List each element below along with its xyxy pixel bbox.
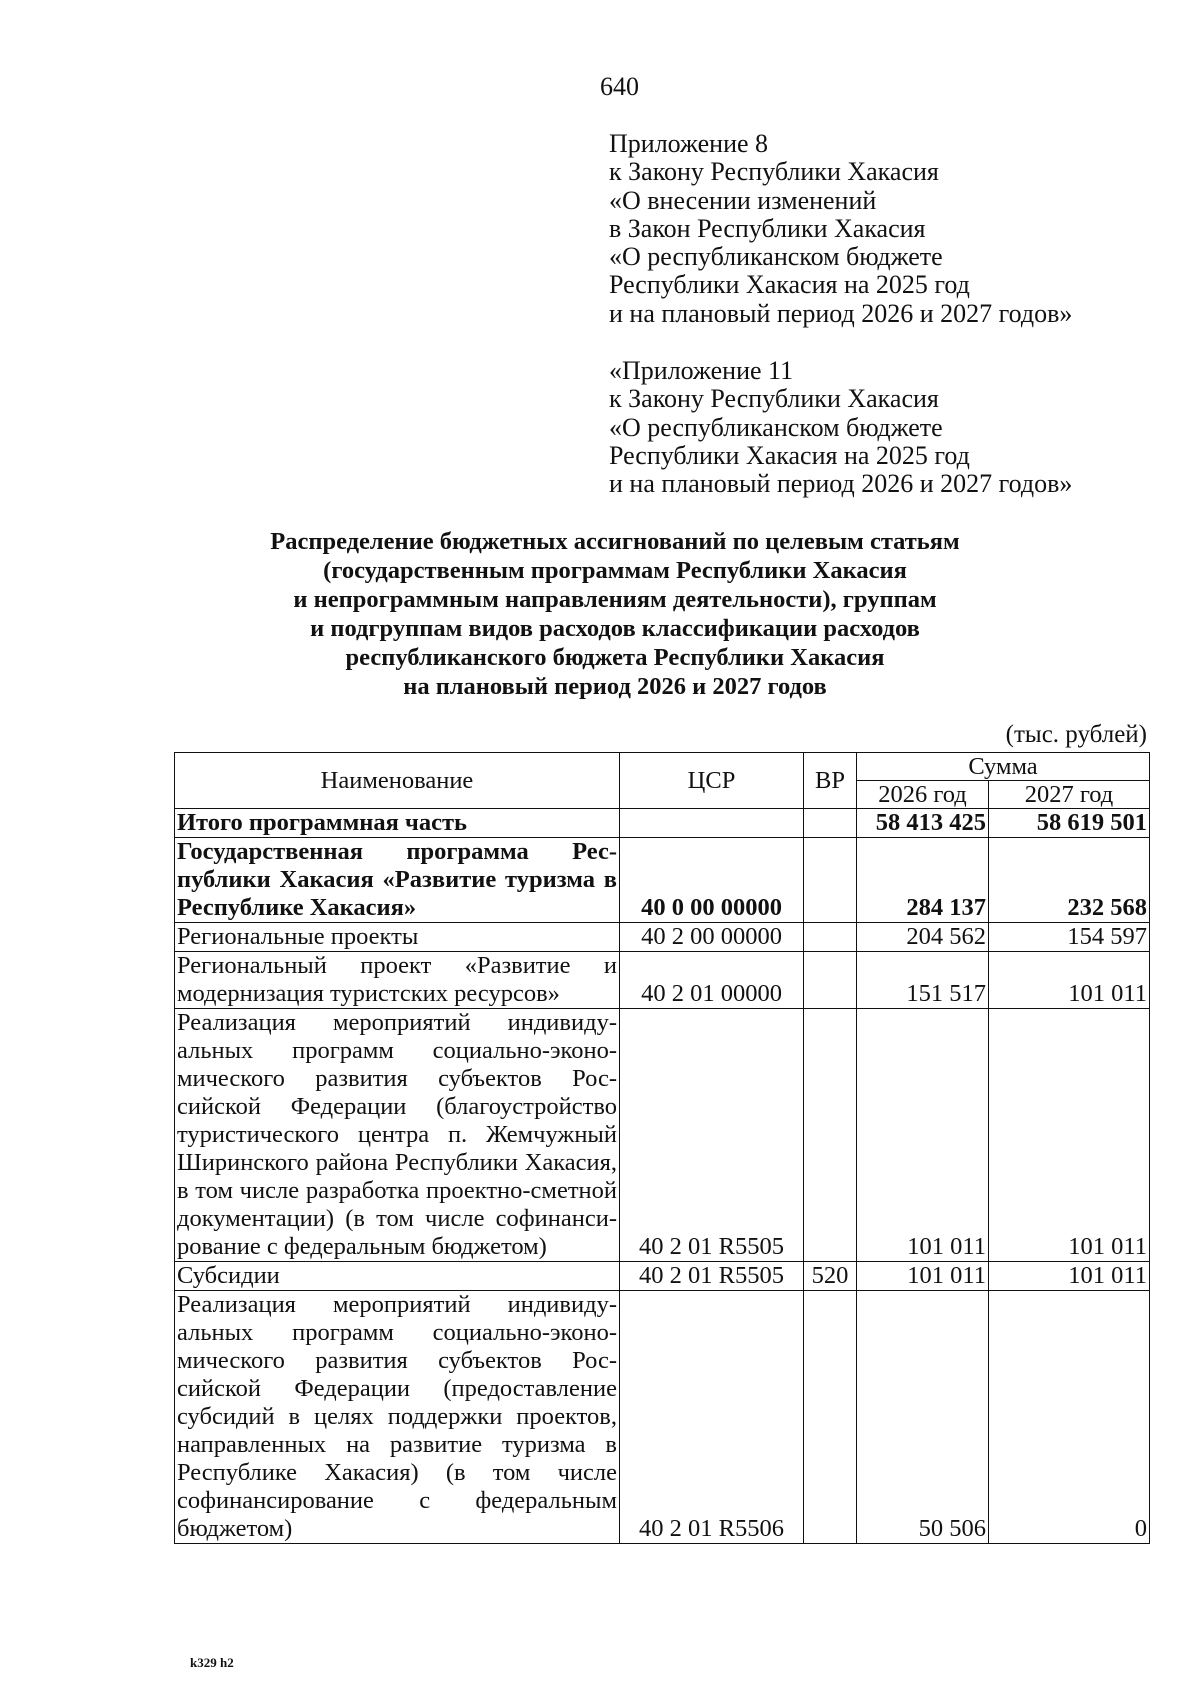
cell-2026: 101 011: [857, 1262, 989, 1291]
header-2026: 2026 год: [857, 781, 989, 809]
appendix-8-header: [609, 130, 1169, 328]
cell-2026: 50 506: [857, 1291, 989, 1544]
table-row: [175, 838, 1150, 923]
appendix-line: «О республиканском бюджете: [609, 242, 943, 272]
appendix-line: Республики Хакасия на 2025 год: [609, 440, 970, 470]
header-csr: ЦСР: [620, 753, 804, 809]
cell-2027: 101 011: [989, 1262, 1150, 1291]
cell-csr: [620, 809, 804, 838]
cell-name: Региональные проекты: [175, 923, 620, 952]
table-row: [175, 1262, 1150, 1291]
document-title: [180, 527, 1050, 701]
budget-table-body: [175, 809, 1150, 1544]
budget-table: [174, 752, 1150, 1544]
units-label: (тыс. рублей): [1005, 721, 1147, 748]
cell-vr: [804, 809, 857, 838]
title-line: на плановый период 2026 и 2027 годов: [403, 673, 827, 700]
table-row: [175, 1009, 1150, 1262]
table-row: [175, 1291, 1150, 1544]
header-vr: ВР: [804, 753, 857, 809]
cell-csr: 40 0 00 00000: [620, 838, 804, 923]
title-line: и непрограммным направлениям деятельности), группам: [293, 586, 937, 613]
cell-2027: 101 011: [989, 952, 1150, 1009]
cell-vr: [804, 838, 857, 923]
cell-csr: 40 2 01 R5506: [620, 1291, 804, 1544]
table-row: [175, 809, 1150, 838]
appendix-line: «О республиканском бюджете: [609, 412, 943, 442]
title-line: Распределение бюджетных ассигнований по целевым статьям: [270, 528, 960, 555]
cell-csr: 40 2 01 R5505: [620, 1262, 804, 1291]
cell-name: Реализация мероприятий индивидуальных программ социально-экономического развития субъектов Российской Федерации (предоставление субсидий в целях поддержки проектов, направленных на развитие туризма в Республике Хакасия) (в том числе софинансирование с федеральным бюджетом): [175, 1291, 620, 1544]
cell-2027: 232 568: [989, 838, 1150, 923]
title-line: и подгруппам видов расходов классификации расходов: [310, 615, 920, 642]
cell-csr: 40 2 01 R5505: [620, 1009, 804, 1262]
cell-vr: 520: [804, 1262, 857, 1291]
header-2027: 2027 год: [989, 781, 1150, 809]
cell-2026: 204 562: [857, 923, 989, 952]
cell-name: Субсидии: [175, 1262, 620, 1291]
cell-2027: 0: [989, 1291, 1150, 1544]
appendix-line: к Закону Республики Хакасия: [609, 384, 939, 414]
cell-name: Итого программная часть: [175, 809, 620, 838]
footer-code: k329 h2: [190, 1655, 234, 1670]
appendix-line: «О внесении изменений: [609, 185, 877, 215]
cell-name: Государственная программа Республики Хакасия «Развитие туризма в Республике Хакасия»: [175, 838, 620, 923]
appendix-line: «Приложение 11: [609, 356, 794, 385]
cell-2026: 284 137: [857, 838, 989, 923]
cell-vr: [804, 923, 857, 952]
cell-name: Реализация мероприятий индивидуальных программ социально-экономического развития субъектов Российской Федерации (благоустройство туристического центра п. Жемчужный Ширинского района Республики Хакасия, в том числе разработка проектно-сметной документации) (в том числе софинансирование с федеральным бюджетом): [175, 1009, 620, 1262]
cell-vr: [804, 1291, 857, 1544]
appendix-line: и на плановый период 2026 и 2027 годов»: [609, 469, 1073, 499]
cell-2027: 101 011: [989, 1009, 1150, 1262]
title-line: (государственным программам Республики Хакасия: [323, 557, 907, 584]
cell-2026: 101 011: [857, 1009, 989, 1262]
cell-csr: 40 2 00 00000: [620, 923, 804, 952]
appendix-line: к Закону Республики Хакасия: [609, 157, 939, 187]
cell-2026: 151 517: [857, 952, 989, 1009]
page-number: 640: [600, 72, 639, 101]
table-row: [175, 952, 1150, 1009]
header-sum: Сумма: [857, 753, 1150, 781]
appendix-line: и на плановый период 2026 и 2027 годов»: [609, 298, 1073, 328]
cell-name: Региональный проект «Развитие и модернизация туристских ресурсов»: [175, 952, 620, 1009]
cell-vr: [804, 952, 857, 1009]
header-name: Наименование: [175, 753, 620, 809]
appendix-11-header: [609, 357, 1169, 498]
cell-vr: [804, 1009, 857, 1262]
cell-2027: 154 597: [989, 923, 1150, 952]
title-line: республиканского бюджета Республики Хакасия: [345, 644, 885, 671]
table-row: [175, 923, 1150, 952]
appendix-line: Республики Хакасия на 2025 год: [609, 270, 970, 300]
appendix-line: в Закон Республики Хакасия: [609, 213, 926, 243]
cell-2026: 58 413 425: [857, 809, 989, 838]
cell-csr: 40 2 01 00000: [620, 952, 804, 1009]
appendix-line: Приложение 8: [609, 129, 769, 158]
cell-2027: 58 619 501: [989, 809, 1150, 838]
